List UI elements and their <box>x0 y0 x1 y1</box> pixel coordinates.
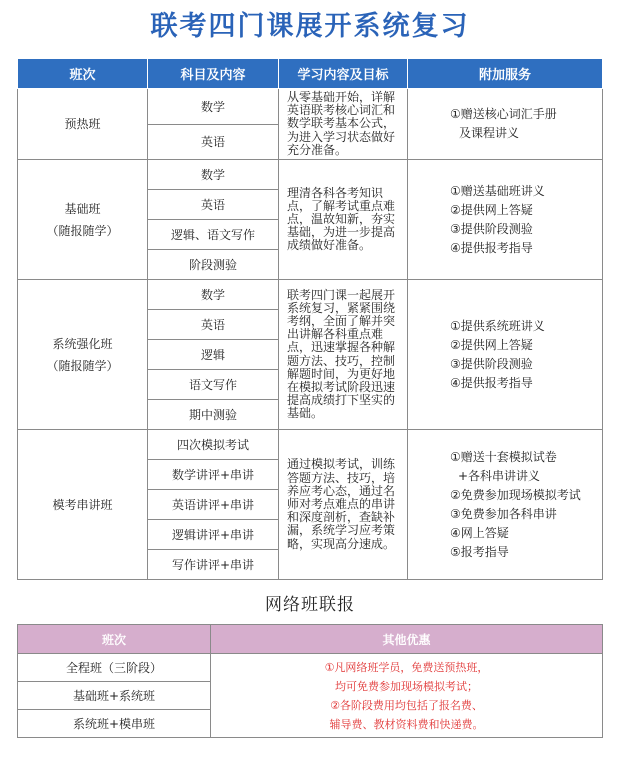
offer-cell <box>211 654 603 738</box>
class-note: （随报随学） <box>46 223 119 238</box>
subject-cell: 写作讲评+串讲 <box>148 550 279 580</box>
subject-cell: 逻辑讲评+串讲 <box>148 520 279 550</box>
offer-line: 辅导费、教材资料费和快递费。 <box>329 717 484 731</box>
description-cell: 从零基础开始，详解英语联考核心词汇和数学联考基本公式，为进入学习状态做好充分准备。 <box>279 89 408 160</box>
subject-cell: 期中测验 <box>148 400 279 430</box>
header-subject: 科目及内容 <box>148 59 279 89</box>
subject-cell: 数学 <box>148 280 279 310</box>
header-class: 班次 <box>18 625 211 654</box>
service-cell <box>408 280 603 430</box>
service-item: +各科串讲讲义 <box>458 468 541 483</box>
table-row <box>18 89 603 125</box>
subject-cell: 英语 <box>148 310 279 340</box>
table-row <box>18 280 603 310</box>
service-item: ④提供报考指导 <box>450 240 533 255</box>
table-row <box>18 430 603 460</box>
course-table <box>17 59 603 580</box>
class-name-cell <box>18 280 148 430</box>
description-cell: 联考四门课一起展开系统复习，紧紧围绕考纲，全面了解并突出讲解各科重点难点，迅速掌握各种解题方法、技巧，控制解题时间，为更好地在模拟考试阶段迅速提高成绩打下坚实的基础。 <box>279 280 408 430</box>
class-name: 系统强化班 <box>52 336 113 351</box>
service-item: ⑤报考指导 <box>450 544 509 559</box>
subject-cell: 英语 <box>148 124 279 160</box>
online-section-title: 网络班联报 <box>265 595 355 615</box>
service-cell <box>408 430 603 580</box>
class-name: 基础班 <box>64 201 101 216</box>
service-item: ②提供网上答疑 <box>450 202 533 217</box>
page-title: 联考四门课展开系统复习 <box>150 11 470 42</box>
service-item: 及课程讲义 <box>459 126 520 140</box>
table-row <box>18 654 603 682</box>
subject-cell: 英语讲评+串讲 <box>148 490 279 520</box>
description-cell: 理清各科各考知识点，了解考试重点难点，温故知新，夯实基础，为进一步提高成绩做好准备。 <box>279 160 408 280</box>
subject-cell: 逻辑 <box>148 340 279 370</box>
service-item: ①赠送核心词汇手册 <box>450 107 557 121</box>
table-row <box>18 160 603 190</box>
service-item: ④提供报考指导 <box>450 375 533 390</box>
header-class: 班次 <box>18 59 148 89</box>
service-item: ①赠送十套模拟试卷 <box>450 449 557 464</box>
class-name: 模考串讲班 <box>52 497 113 512</box>
subject-cell: 四次模拟考试 <box>148 430 279 460</box>
offer-line: ②各阶段费用均包括了报名费、 <box>330 698 483 712</box>
subject-cell: 英语 <box>148 190 279 220</box>
online-class-name: 基础班+系统班 <box>18 682 211 710</box>
header-offer: 其他优惠 <box>211 625 603 654</box>
online-table <box>17 624 603 738</box>
online-class-name: 全程班（三阶段） <box>18 654 211 682</box>
online-class-name: 系统班+模串班 <box>18 710 211 738</box>
course-table-header <box>18 59 603 89</box>
service-item: ②免费参加现场模拟考试 <box>450 487 581 502</box>
service-item: ②提供网上答疑 <box>450 337 533 352</box>
class-name: 预热班 <box>64 117 101 131</box>
service-item: ③免费参加各科串讲 <box>450 506 557 521</box>
description-cell: 通过模拟考试，训练答题方法、技巧，培养应考心态，通过名师对考点难点的串讲和深度剖析，查缺补漏，系统学习应考策略，实现高分速成。 <box>279 430 408 580</box>
offer-line: ①凡网络班学员，免费送预热班， <box>324 660 489 674</box>
subject-cell: 逻辑、语文写作 <box>148 220 279 250</box>
service-item: ①提供系统班讲义 <box>450 318 545 333</box>
subject-cell: 数学讲评+串讲 <box>148 460 279 490</box>
service-item: ①赠送基础班讲义 <box>450 183 545 198</box>
class-name-cell <box>18 89 148 160</box>
subject-cell: 数学 <box>148 160 279 190</box>
service-item: ③提供阶段测验 <box>450 356 533 371</box>
header-content: 学习内容及目标 <box>279 59 408 89</box>
subject-cell: 语文写作 <box>148 370 279 400</box>
subject-cell: 数学 <box>148 89 279 125</box>
class-name-cell <box>18 160 148 280</box>
class-name-cell <box>18 430 148 580</box>
service-item: ③提供阶段测验 <box>450 221 533 236</box>
service-cell <box>408 160 603 280</box>
header-service: 附加服务 <box>408 59 603 89</box>
subject-cell: 阶段测验 <box>148 250 279 280</box>
service-cell <box>408 89 603 160</box>
online-table-header <box>18 625 603 654</box>
service-item: ④网上答疑 <box>450 525 509 540</box>
offer-line: 均可免费参加现场模拟考试； <box>335 679 478 693</box>
class-note: （随报随学） <box>46 358 119 373</box>
